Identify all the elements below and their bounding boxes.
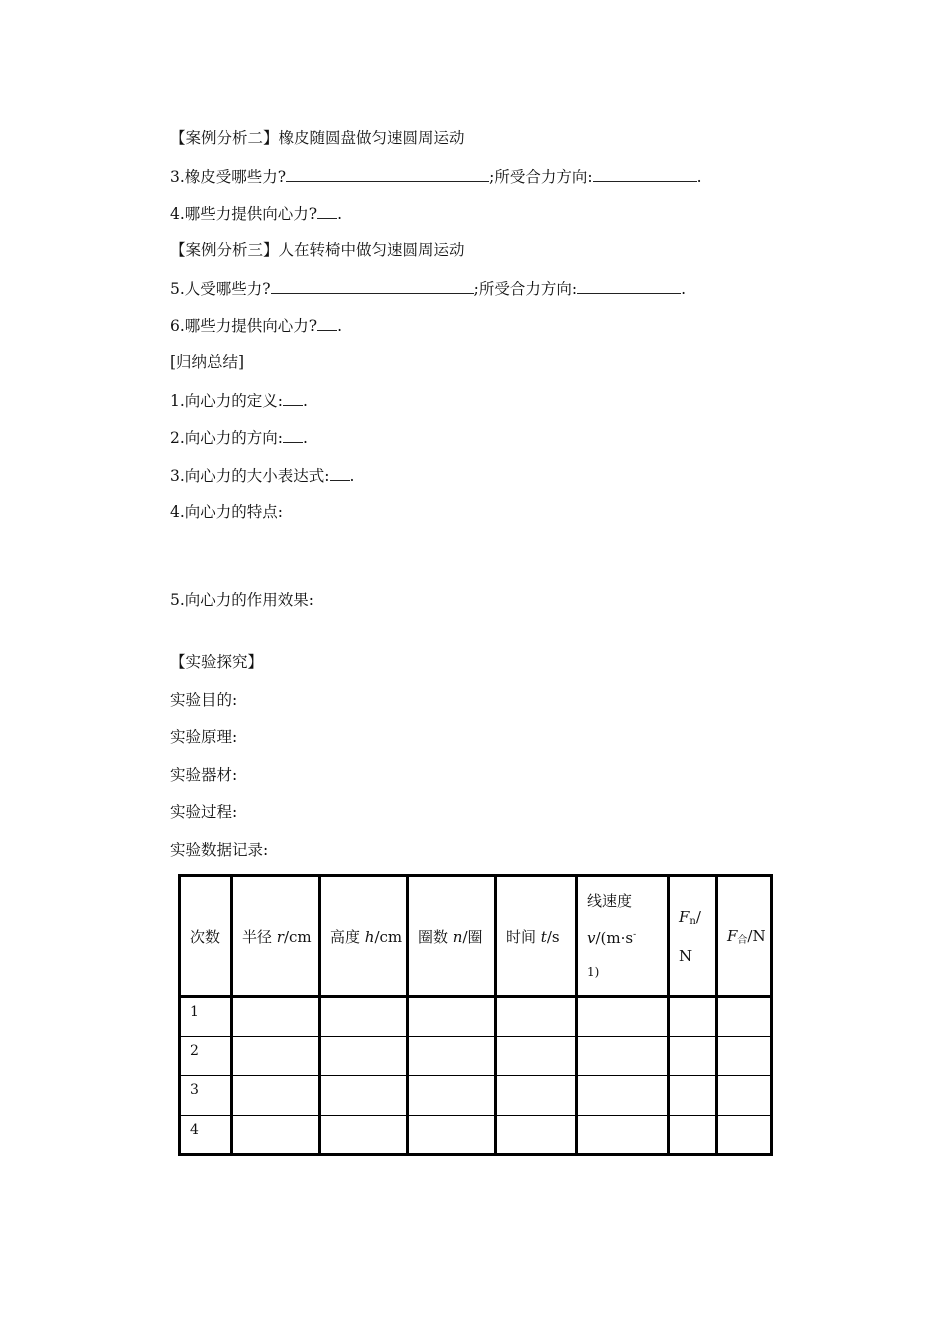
table-cell[interactable] bbox=[408, 1115, 496, 1155]
table-cell[interactable] bbox=[408, 997, 496, 1037]
question-4-text: 4.哪些力提供向心力? bbox=[170, 205, 318, 223]
data-record-table bbox=[178, 874, 773, 1156]
table-cell[interactable] bbox=[669, 997, 717, 1037]
question-3-direction: ;所受合力方向: bbox=[489, 168, 593, 186]
question-3-text: 3.橡皮受哪些力? bbox=[170, 168, 287, 186]
question-5 bbox=[170, 278, 686, 299]
table-cell[interactable] bbox=[717, 1036, 772, 1076]
header-laps: 圈数 n/圈 bbox=[408, 876, 496, 997]
table-cell[interactable] bbox=[496, 1076, 577, 1116]
header-net-force: $F_合/N$ bbox=[717, 876, 772, 997]
question-6 bbox=[170, 315, 342, 336]
table-cell[interactable] bbox=[577, 997, 669, 1037]
period: . bbox=[337, 205, 343, 223]
table-row bbox=[180, 1036, 772, 1076]
summary-2-text: 2.向心力的方向: bbox=[170, 429, 284, 447]
table-cell[interactable] bbox=[320, 1115, 408, 1155]
header-height: 高度 h/cm bbox=[320, 876, 408, 997]
question-5-direction: ;所受合力方向: bbox=[473, 280, 578, 298]
row-number: 3 bbox=[180, 1076, 232, 1116]
summary-2 bbox=[170, 427, 308, 448]
table-cell[interactable] bbox=[232, 1115, 320, 1155]
answer-blank[interactable] bbox=[317, 203, 337, 219]
table-cell[interactable] bbox=[669, 1036, 717, 1076]
table-cell[interactable] bbox=[717, 997, 772, 1037]
summary-5: 5.向心力的作用效果: bbox=[170, 591, 315, 609]
table-header-row bbox=[180, 876, 772, 997]
answer-blank[interactable] bbox=[271, 278, 474, 294]
question-4 bbox=[170, 203, 342, 224]
answer-blank[interactable] bbox=[286, 166, 489, 182]
question-5-text: 5.人受哪些力? bbox=[170, 280, 271, 298]
table-cell[interactable] bbox=[669, 1115, 717, 1155]
table-cell[interactable] bbox=[577, 1036, 669, 1076]
table-cell[interactable] bbox=[320, 1076, 408, 1116]
header-centripetal-force: $F_n/$ N bbox=[669, 876, 717, 997]
summary-1-text: 1.向心力的定义: bbox=[170, 392, 284, 410]
period: . bbox=[696, 168, 702, 186]
table-cell[interactable] bbox=[408, 1036, 496, 1076]
table-cell[interactable] bbox=[669, 1076, 717, 1116]
period: . bbox=[349, 467, 355, 485]
summary-3 bbox=[170, 465, 354, 486]
case3-heading: 【案例分析三】人在转椅中做匀速圆周运动 bbox=[170, 241, 465, 259]
table-cell[interactable] bbox=[717, 1076, 772, 1116]
table-cell[interactable] bbox=[232, 997, 320, 1037]
experiment-materials: 实验器材: bbox=[170, 766, 238, 784]
table-cell[interactable] bbox=[577, 1115, 669, 1155]
answer-blank[interactable] bbox=[317, 315, 337, 331]
table-cell[interactable] bbox=[717, 1115, 772, 1155]
summary-1 bbox=[170, 390, 308, 411]
header-radius: 半径 r/cm bbox=[232, 876, 320, 997]
case2-heading: 【案例分析二】橡皮随圆盘做匀速圆周运动 bbox=[170, 129, 465, 147]
period: . bbox=[303, 392, 308, 410]
answer-blank[interactable] bbox=[330, 465, 350, 481]
table-row bbox=[180, 1115, 772, 1155]
answer-blank[interactable] bbox=[283, 427, 303, 443]
table-cell[interactable] bbox=[320, 1036, 408, 1076]
period: . bbox=[337, 317, 343, 335]
table-row bbox=[180, 997, 772, 1037]
table-cell[interactable] bbox=[232, 1036, 320, 1076]
table-cell[interactable] bbox=[408, 1076, 496, 1116]
experiment-heading: 【实验探究】 bbox=[170, 653, 264, 671]
row-number: 4 bbox=[180, 1115, 232, 1155]
experiment-process: 实验过程: bbox=[170, 803, 238, 821]
table-cell[interactable] bbox=[232, 1076, 320, 1116]
answer-blank[interactable] bbox=[593, 166, 697, 182]
experiment-principle: 实验原理: bbox=[170, 728, 238, 746]
answer-blank[interactable] bbox=[283, 390, 303, 406]
answer-blank[interactable] bbox=[577, 278, 681, 294]
header-linear-speed: 线速度 v/(m·s- 1) bbox=[577, 876, 669, 997]
table-cell[interactable] bbox=[320, 997, 408, 1037]
summary-3-text: 3.向心力的大小表达式: bbox=[170, 467, 330, 485]
header-time: 时间 t/s bbox=[496, 876, 577, 997]
row-number: 1 bbox=[180, 997, 232, 1037]
table-cell[interactable] bbox=[577, 1076, 669, 1116]
summary-heading: [归纳总结] bbox=[170, 353, 245, 371]
table-row bbox=[180, 1076, 772, 1116]
table-cell[interactable] bbox=[496, 1115, 577, 1155]
period: . bbox=[303, 429, 308, 447]
row-number: 2 bbox=[180, 1036, 232, 1076]
question-3 bbox=[170, 166, 702, 187]
question-6-text: 6.哪些力提供向心力? bbox=[170, 317, 318, 335]
header-count: 次数 bbox=[180, 876, 232, 997]
experiment-record-label: 实验数据记录: bbox=[170, 841, 269, 859]
experiment-purpose: 实验目的: bbox=[170, 691, 238, 709]
summary-4: 4.向心力的特点: bbox=[170, 503, 284, 521]
table-cell[interactable] bbox=[496, 1036, 577, 1076]
table-cell[interactable] bbox=[496, 997, 577, 1037]
period: . bbox=[681, 280, 686, 298]
